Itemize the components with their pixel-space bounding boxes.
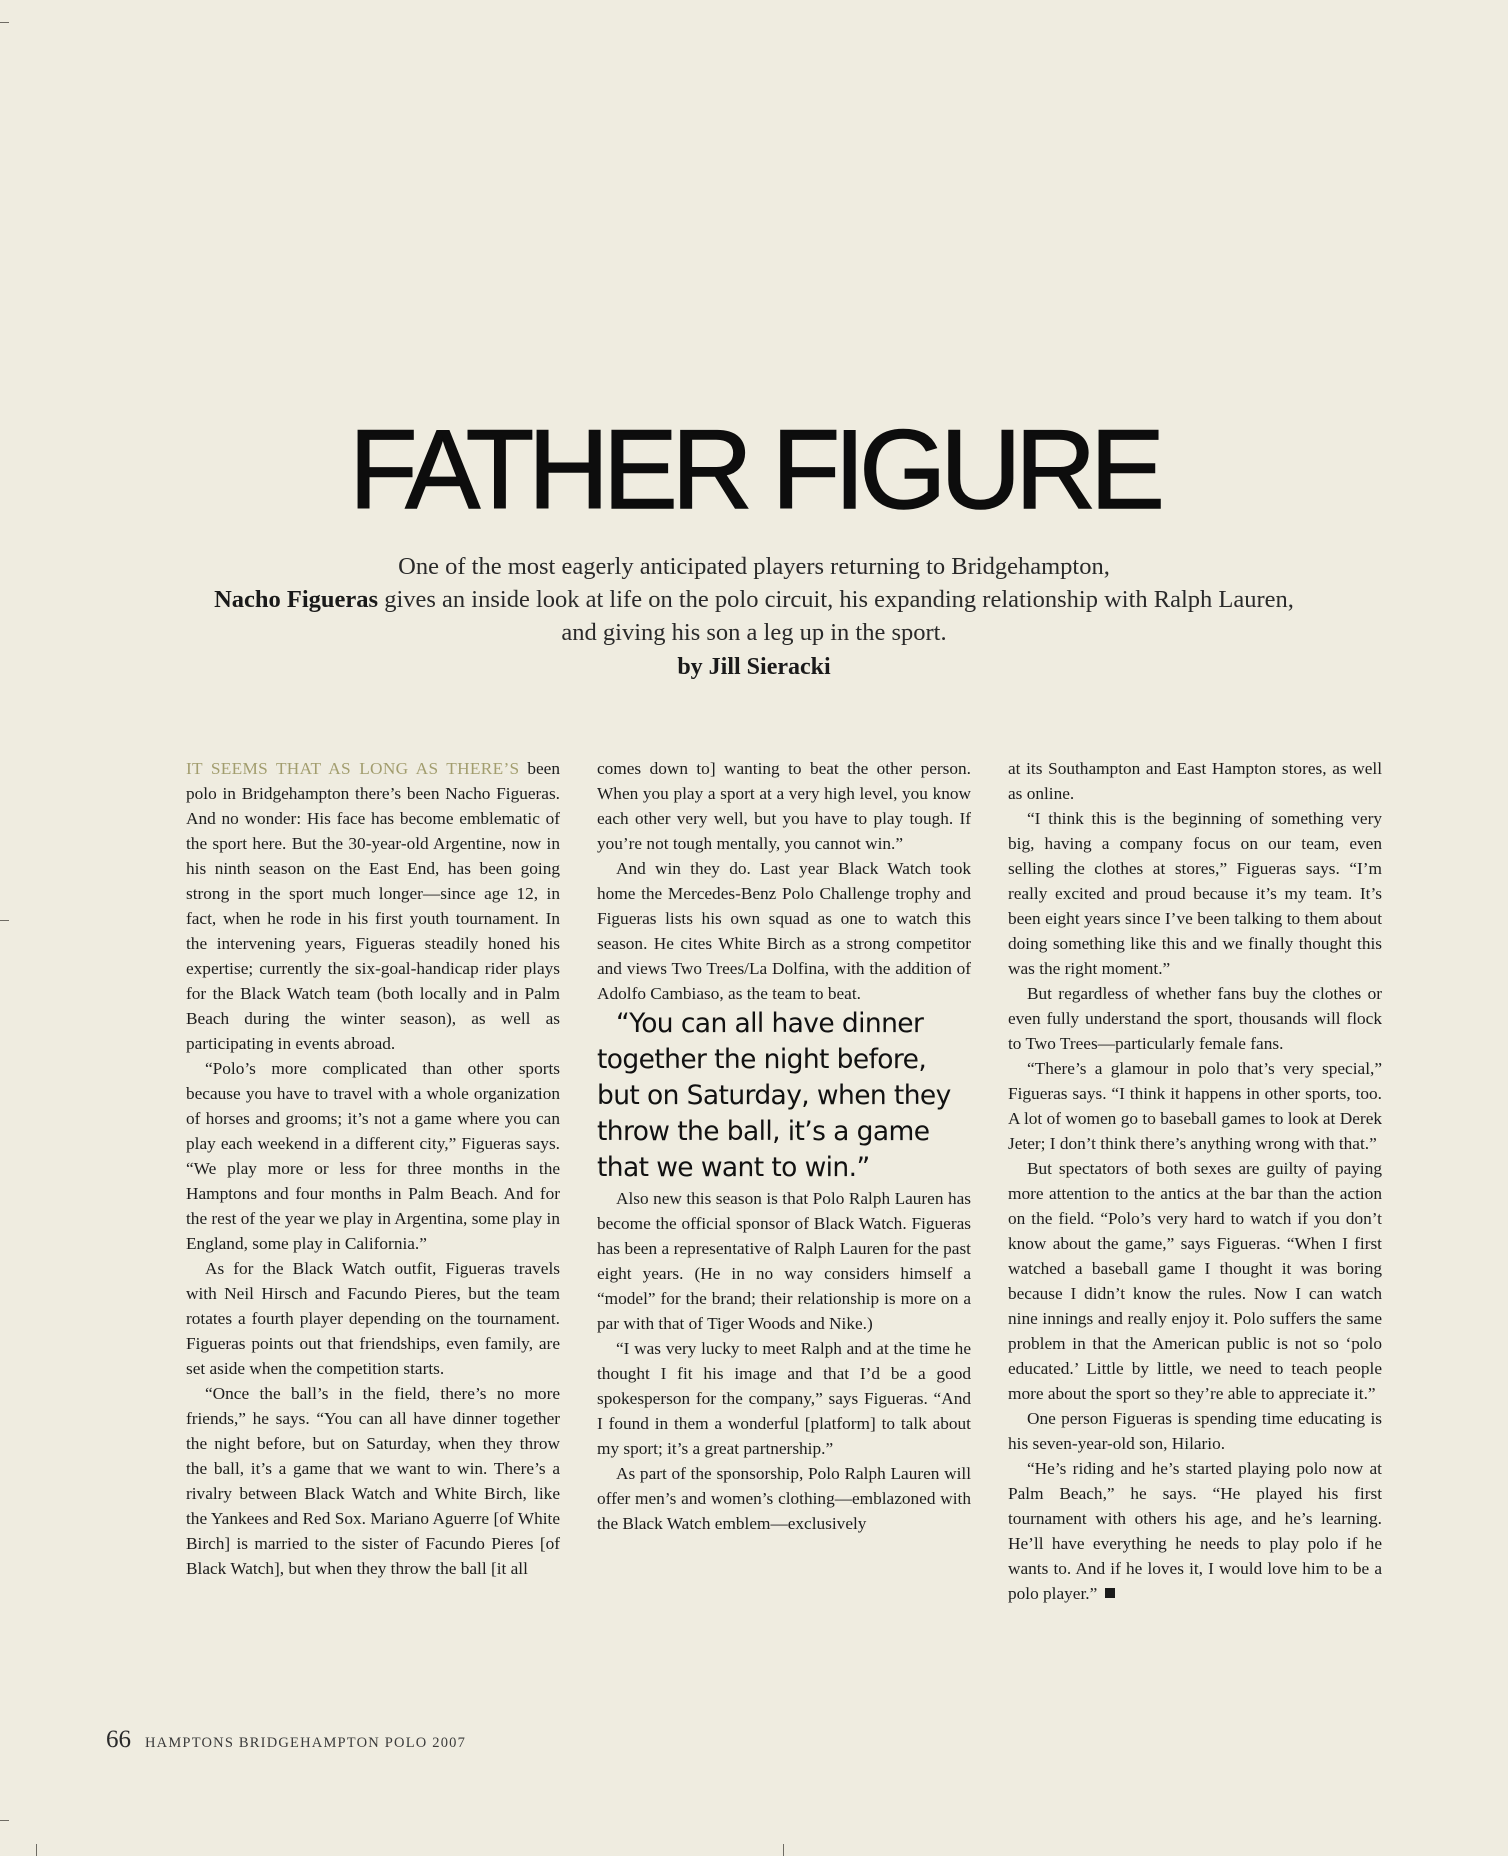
page-footer (106, 1726, 466, 1756)
deck-line-1: One of the most eagerly anticipated players returning to Bridgehampton, (398, 553, 1110, 580)
deck-line-2: gives an inside look at life on the polo circuit, his expanding relationship with Ralph Lauren, (378, 586, 1294, 613)
page-number: 66 (106, 1726, 131, 1753)
publication-name: HAMPTONS BRIDGEHAMPTON POLO 2007 (145, 1735, 467, 1751)
body-paragraph: “There’s a glamour in polo that’s very special,” Figueras says. “I think it happens in other sports, too. A lot of women go to baseball games to look at Derek Jeter; I don’t think there’s anything wrong with that.” (1008, 1059, 1382, 1153)
body-column-2 (597, 756, 971, 1536)
body-column-3 (1008, 756, 1382, 1606)
body-paragraph: But regardless of whether fans buy the clothes or even fully understand the sport, thousands will flock to Two Trees—particularly female fans. (1008, 984, 1382, 1053)
body-paragraph: at its Southampton and East Hampton stores, as well as online. (1008, 759, 1382, 803)
body-paragraph: comes down to] wanting to beat the other person. When you play a sport at a very high level, you know each other very well, but you have to play tough. If you’re not tough mentally, you cannot win.” (597, 759, 971, 853)
crop-mark-bottom-center-vertical (783, 1844, 784, 1856)
article-deck (150, 550, 1358, 649)
pull-quote: “You can all have dinner together the night before, but on Saturday, when they throw the ball, it’s a game that we want to win.” (597, 1008, 951, 1183)
article-title: FATHER FIGURE (349, 407, 1159, 532)
body-paragraph: Also new this season is that Polo Ralph Lauren has become the official sponsor of Black Watch. Figueras has been a representative of Ralph Lauren for the past eight years. (He in no way considers himself a “model” for the brand; their relationship is more on a par with that of Tiger Woods and Nike.) (597, 1189, 971, 1333)
crop-mark-top-left (0, 22, 9, 23)
crop-mark-bottom-left-vertical (36, 1844, 37, 1856)
body-paragraph: “I think this is the beginning of something very big, having a company focus on our team, even selling the clothes at stores,” Figueras says. “I’m really excited and proud because it’s my team. It’s been eight years since I’ve been talking to them about doing something like this and we finally thought this was the right moment.” (1008, 809, 1382, 978)
body-paragraph: But spectators of both sexes are guilty of paying more attention to the antics at the bar than the action on the field. “Polo’s very hard to watch if you don’t know about the game,” says Figueras. “When I first watched a baseball game I thought it was boring because I didn’t know the rules. Now I can watch nine innings and really enjoy it. Polo suffers the same problem in that the American public is not so ‘polo educated.’ Little by little, we need to teach people more about the sport so they’re able to appreciate it.” (1008, 1159, 1382, 1403)
body-paragraph: “Polo’s more complicated than other sports because you have to travel with a whole organization of horses and grooms; it’s not a game where you can play each weekend in a different city,” Figueras says. “We play more or less for three months in the Hamptons and four months in Palm Beach. And for the rest of the year we play in Argentina, some play in England, some play in California.” (186, 1059, 561, 1253)
deck-line-3: and giving his son a leg up in the sport. (561, 619, 947, 646)
crop-mark-bottom-left (0, 1820, 9, 1821)
deck-subject-name: Nacho Figueras (214, 586, 379, 613)
body-paragraph: And win they do. Last year Black Watch took home the Mercedes-Benz Polo Challenge trophy and Figueras lists his own squad as one to watch this season. He cites White Birch as a strong competitor and views Two Trees/La Dolfina, with the addition of Adolfo Cambiaso, as the team to beat. (597, 859, 971, 1003)
body-paragraph: One person Figueras is spending time educating is his seven-year-old son, Hilario. (1008, 1409, 1382, 1453)
end-of-article-mark (1105, 1588, 1115, 1598)
byline: by Jill Sieracki (677, 654, 831, 680)
body-paragraph: “I was very lucky to meet Ralph and at the time he thought I fit his image and that I’d be a good spokesperson for the company,” says Figueras. “And I found in them a wonderful [platform] to talk about my sport; it’s a great partnership.” (597, 1339, 971, 1458)
body-paragraph (186, 756, 560, 1056)
lead-in: IT SEEMS THAT AS LONG AS THERE’S (186, 759, 520, 778)
body-paragraph: As for the Black Watch outfit, Figueras travels with Neil Hirsch and Facundo Pieres, but the team rotates a fourth player depending on the tournament. Figueras points out that friendships, even family, are set aside when the competition starts. (186, 1259, 560, 1378)
paragraph-text: been polo in Bridgehampton there’s been Nacho Figueras. And no wonder: His face has become emblematic of the sport here. But the 30-year-old Argentine, now in his ninth season on the East End, has been going strong in the sport much longer—since age 12, in fact, when he rode in his first youth tournament. In the intervening years, Figueras steadily honed his expertise; currently the six-goal-handicap rider plays for the Black Watch team (both locally and in Palm Beach during the winter season), as well as participating in events abroad. (186, 759, 560, 1053)
body-paragraph: “Once the ball’s in the field, there’s no more friends,” he says. “You can all have dinner together the night before, but on Saturday, when they throw the ball, it’s a game that we want to win. There’s a rivalry between Black Watch and White Birch, like the Yankees and Red Sox. Mariano Aguerre [of White Birch] is married to the sister of Facundo Pieres [of Black Watch], but when they throw the ball [it all (186, 1384, 560, 1578)
crop-mark-mid-left (0, 920, 9, 921)
body-paragraph: As part of the sponsorship, Polo Ralph Lauren will offer men’s and women’s clothing—emblazoned with the Black Watch emblem—exclusively (597, 1464, 971, 1533)
body-column-1 (186, 756, 560, 1581)
paragraph-text: “He’s riding and he’s started playing polo now at Palm Beach,” he says. “He played his first tournament with others his age, and he’s learning. He’ll have everything he needs to play polo if he wants to. And if he loves it, I would love him to be a polo player.” (1008, 1459, 1382, 1603)
body-paragraph (1008, 1456, 1382, 1606)
